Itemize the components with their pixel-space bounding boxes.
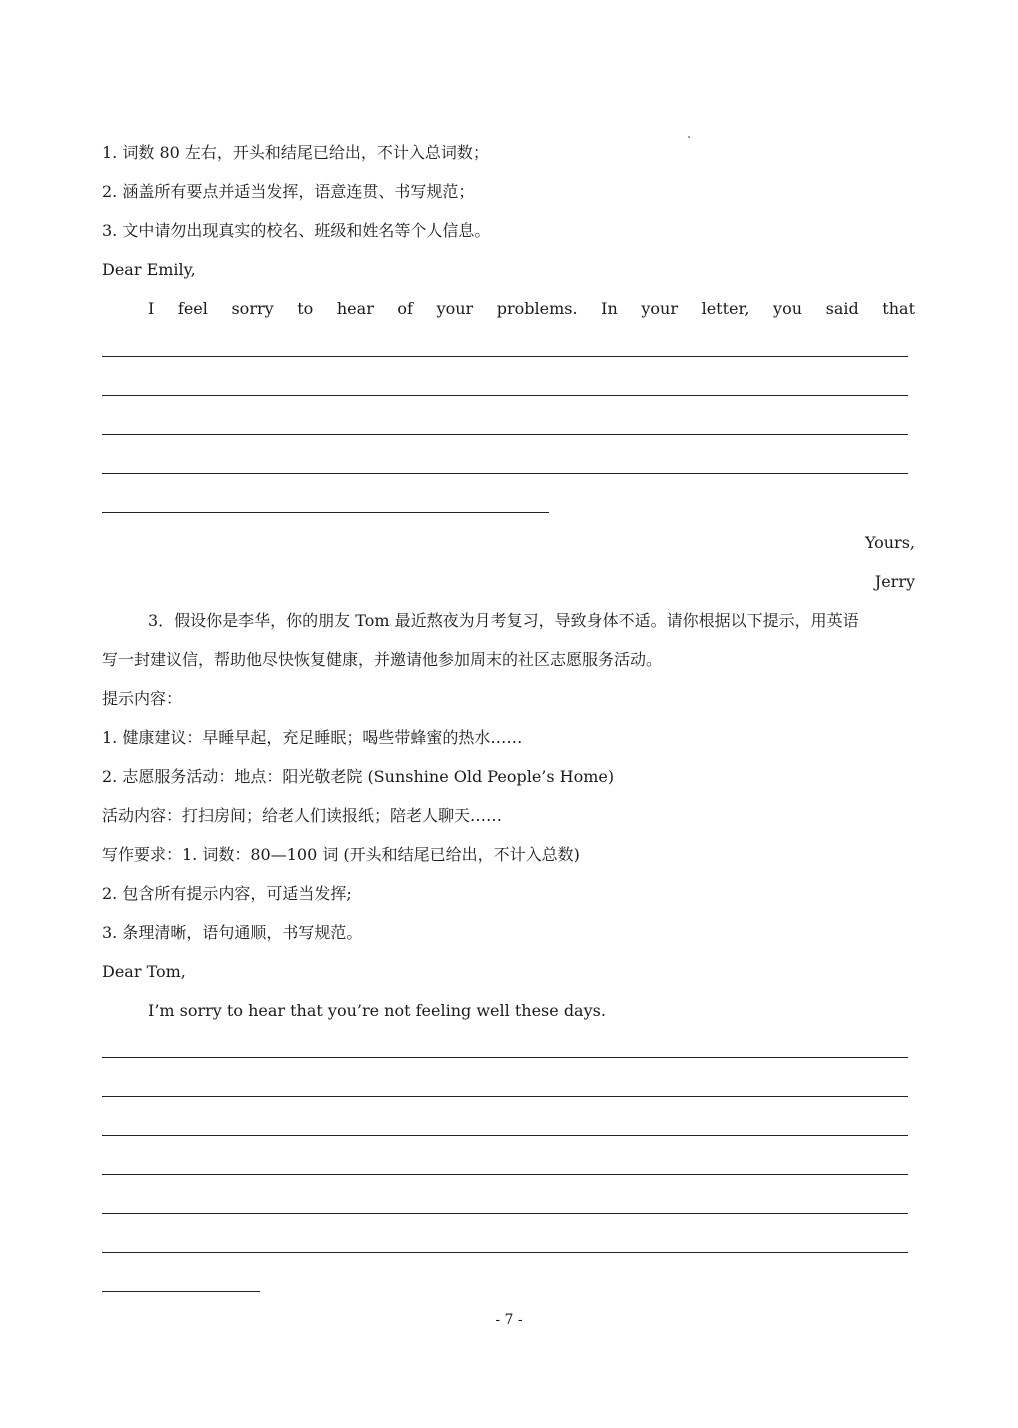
writing-line[interactable]	[102, 1135, 908, 1136]
writing-line[interactable]	[102, 1096, 908, 1097]
opening-word: said	[825, 299, 859, 318]
opening-word: problems.	[496, 299, 578, 318]
opening-word: your	[641, 299, 678, 318]
opening-word: to	[297, 299, 314, 318]
writing-line[interactable]	[102, 1213, 908, 1214]
writing-line[interactable]	[102, 434, 908, 435]
opening-word: your	[436, 299, 474, 318]
writing-line[interactable]	[102, 356, 908, 357]
letter-opening-line	[148, 299, 915, 319]
closing-yours: Yours,	[864, 533, 915, 552]
writing-line[interactable]	[102, 1291, 260, 1292]
requirement-3: 3. 文中请勿出现真实的校名、班级和姓名等个人信息。	[102, 221, 491, 240]
stray-mark	[688, 136, 690, 138]
requirement-2: 2. 涵盖所有要点并适当发挥，语意连贯、书写规范；	[102, 182, 475, 201]
opening-word: you	[773, 299, 803, 318]
opening-word: hear	[336, 299, 374, 318]
writing-line[interactable]	[102, 512, 549, 513]
writing-requirement-2: 2. 包含所有提示内容，可适当发挥;	[102, 884, 352, 903]
hint-volunteer: 2. 志愿服务活动：地点：阳光敬老院 (Sunshine Old People’s Home)	[102, 767, 615, 786]
page-number: - 7 -	[495, 1312, 523, 1328]
hint-health: 1. 健康建议：早睡早起，充足睡眠；喝些带蜂蜜的热水……	[102, 728, 523, 747]
task3-prompt-line2: 写一封建议信，帮助他尽快恢复健康，并邀请他参加周末的社区志愿服务活动。	[102, 650, 663, 669]
writing-line[interactable]	[102, 1057, 908, 1058]
requirement-1: 1. 词数 80 左右，开头和结尾已给出，不计入总词数；	[102, 143, 489, 162]
opening-word: sorry	[231, 299, 274, 318]
writing-line[interactable]	[102, 473, 908, 474]
opening-word: feel	[177, 299, 208, 318]
salutation-emily: Dear Emily,	[102, 260, 196, 279]
opening-word: In	[601, 299, 618, 318]
opening-word: that	[882, 299, 915, 318]
signature-jerry: Jerry	[874, 572, 915, 591]
writing-line[interactable]	[102, 1174, 908, 1175]
salutation-tom: Dear Tom,	[102, 962, 186, 981]
hint-activities: 活动内容：打扫房间；给老人们读报纸；陪老人聊天……	[102, 806, 503, 825]
writing-line[interactable]	[102, 1252, 908, 1253]
task3-prompt-line1: 3．假设你是李华，你的朋友 Tom 最近熬夜为月考复习，导致身体不适。请你根据以下提示，用英语	[148, 611, 859, 630]
writing-requirement-1: 写作要求：1. 词数：80—100 词 (开头和结尾已给出，不计入总数)	[102, 845, 580, 864]
letter-opening-tom: I’m sorry to hear that you’re not feeling well these days.	[148, 1001, 606, 1020]
opening-word: of	[397, 299, 413, 318]
writing-line[interactable]	[102, 395, 908, 396]
opening-word: I	[148, 299, 155, 318]
opening-word: letter,	[701, 299, 750, 318]
writing-requirement-3: 3. 条理清晰，语句通顺，书写规范。	[102, 923, 363, 942]
hint-title: 提示内容：	[102, 689, 183, 708]
